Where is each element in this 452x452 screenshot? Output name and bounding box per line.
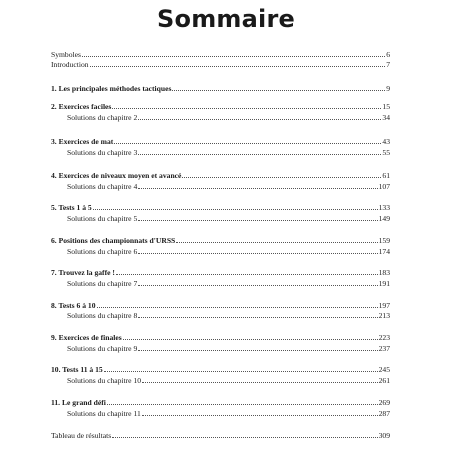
toc-entry-label: 6. Positions des championnats d'URSS: [51, 236, 176, 245]
toc-entry-label: Solutions du chapitre 9: [67, 344, 138, 353]
toc-entry-label: Solutions du chapitre 10: [67, 376, 142, 385]
dot-leader: [142, 381, 378, 383]
toc-page-number: 309: [378, 431, 390, 440]
toc-entry: [51, 58, 390, 69]
toc-solution-entry: [51, 309, 390, 320]
toc-chapter-entry: [51, 82, 390, 93]
toc-solution-entry: [51, 407, 390, 418]
toc-solution-entry: [51, 245, 390, 256]
dot-leader: [138, 219, 377, 221]
toc-page-number: 43: [382, 137, 390, 146]
toc-entry-label: Solutions du chapitre 11: [67, 409, 141, 418]
toc-page-number: 261: [378, 376, 390, 385]
toc-page-number: 159: [378, 236, 390, 245]
toc-solution-entry: [51, 212, 390, 223]
toc-chapter-entry: [51, 100, 390, 111]
toc-page-number: 149: [378, 214, 390, 223]
dot-leader: [172, 89, 385, 91]
dot-leader: [138, 187, 377, 189]
toc-entry-label: 10. Tests 11 à 15: [51, 365, 103, 374]
toc-entry-label: 2. Exercices faciles: [51, 102, 112, 111]
toc-page-number: 237: [378, 344, 390, 353]
toc-page-number: 9: [386, 84, 390, 93]
toc-entry-label: Tableau de résultats: [51, 431, 112, 440]
toc-entry-label: Solutions du chapitre 5: [67, 214, 138, 223]
dot-leader: [90, 65, 386, 67]
toc-solution-entry: [51, 180, 390, 191]
toc-page-number: 223: [378, 333, 390, 342]
toc-entry-label: 4. Exercices de niveaux moyen et avancé: [51, 171, 182, 180]
toc-chapter-entry: [51, 201, 390, 212]
dot-leader: [123, 338, 378, 340]
dot-leader: [116, 273, 378, 275]
toc-solution-entry: [51, 374, 390, 385]
dot-leader: [112, 436, 377, 438]
toc-chapter-entry: [51, 234, 390, 245]
dot-leader: [93, 208, 378, 210]
dot-leader: [182, 176, 381, 178]
toc-chapter-entry: [51, 363, 390, 374]
dot-leader: [112, 107, 381, 109]
toc-entry-label: 1. Les principales méthodes tactiques: [51, 84, 172, 93]
dot-leader: [82, 55, 385, 57]
toc-entry-label: Solutions du chapitre 4: [67, 182, 138, 191]
toc-entry-label: 8. Tests 6 à 10: [51, 301, 96, 310]
toc-page-number: 213: [378, 311, 390, 320]
toc-entry-label: Solutions du chapitre 2: [67, 113, 138, 122]
toc-page-number: 55: [382, 148, 390, 157]
toc-entry-label: Solutions du chapitre 6: [67, 247, 138, 256]
dot-leader: [97, 306, 378, 308]
page-title: Sommaire: [157, 5, 295, 33]
toc-solution-entry: [51, 111, 390, 122]
toc-page-number: 15: [382, 102, 390, 111]
toc-page-number: 107: [378, 182, 390, 191]
toc-entry-label: 7. Trouvez la gaffe !: [51, 268, 115, 277]
toc-page-number: 245: [378, 365, 390, 374]
dot-leader: [138, 316, 377, 318]
toc-chapter-entry: [51, 396, 390, 407]
toc-entry-label: 9. Exercices de finales: [51, 333, 122, 342]
toc-page-number: 61: [382, 171, 390, 180]
toc-entry-label: 11. Le grand défi: [51, 398, 106, 407]
toc-page-number: 191: [378, 279, 390, 288]
toc-entry-label: Solutions du chapitre 7: [67, 279, 138, 288]
dot-leader: [114, 142, 381, 144]
toc-solution-entry: [51, 146, 390, 157]
toc-page-number: 133: [378, 203, 390, 212]
toc-chapter-entry: [51, 331, 390, 342]
toc-entry-label: 3. Exercices de mat: [51, 137, 114, 146]
dot-leader: [138, 349, 377, 351]
toc-page-number: 7: [386, 60, 390, 69]
toc-page-number: 183: [378, 268, 390, 277]
toc-chapter-entry: [51, 169, 390, 180]
dot-leader: [138, 284, 377, 286]
toc-page-number: 269: [378, 398, 390, 407]
toc-entry-label: 5. Tests 1 à 5: [51, 203, 92, 212]
dot-leader: [104, 370, 378, 372]
dot-leader: [138, 118, 381, 120]
toc-page-number: 6: [386, 50, 390, 59]
toc-page-number: 197: [378, 301, 390, 310]
dot-leader: [107, 403, 378, 405]
toc-entry-label: Introduction: [51, 60, 89, 69]
toc-entry: [51, 429, 390, 440]
dot-leader: [176, 241, 377, 243]
toc-solution-entry: [51, 277, 390, 288]
toc-solution-entry: [51, 342, 390, 353]
dot-leader: [138, 252, 377, 254]
toc-page-number: 287: [378, 409, 390, 418]
toc-page-number: 174: [378, 247, 390, 256]
dot-leader: [142, 414, 378, 416]
toc-entry-label: Solutions du chapitre 8: [67, 311, 138, 320]
toc-chapter-entry: [51, 135, 390, 146]
toc-page-number: 34: [382, 113, 390, 122]
toc-chapter-entry: [51, 266, 390, 277]
toc-entry-label: Solutions du chapitre 3: [67, 148, 138, 157]
dot-leader: [138, 153, 381, 155]
toc-entry-label: Symboles: [51, 50, 81, 59]
